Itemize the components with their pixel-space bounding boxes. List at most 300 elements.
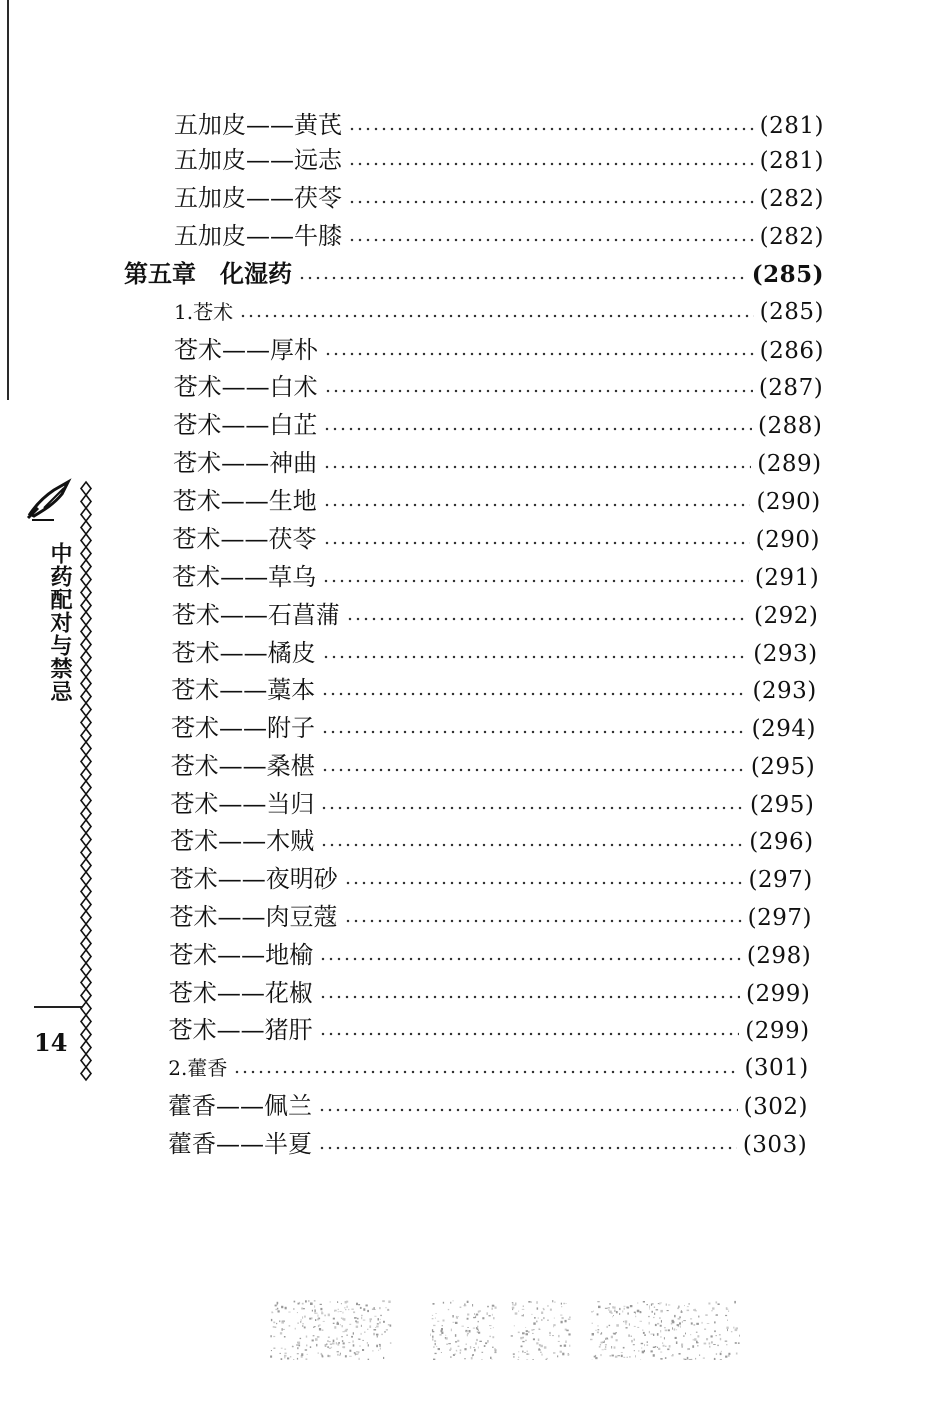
noise-speck [541, 1312, 543, 1315]
noise-speck [544, 1346, 547, 1348]
noise-speck [280, 1332, 282, 1334]
toc-entry-row [171, 749, 816, 783]
noise-speck [600, 1334, 601, 1335]
noise-speck [454, 1354, 456, 1355]
noise-speck [302, 1323, 304, 1324]
noise-speck [609, 1311, 612, 1314]
noise-speck [676, 1341, 678, 1344]
noise-speck [630, 1305, 633, 1307]
chain-link [81, 937, 91, 950]
binding-line [7, 0, 9, 400]
noise-speck [615, 1356, 618, 1358]
noise-speck [604, 1340, 605, 1342]
toc-page-number: (294) [751, 716, 816, 742]
noise-speck [382, 1300, 385, 1302]
toc-leader-dots [320, 806, 744, 810]
toc-page-number: (288) [758, 413, 823, 439]
noise-speck [492, 1336, 494, 1338]
toc-entry-label: 苍术——木贼 [170, 827, 315, 855]
noise-speck [536, 1342, 538, 1344]
noise-speck [569, 1345, 570, 1347]
noise-speck [341, 1303, 342, 1304]
toc-leader-dots [321, 692, 746, 696]
toc-entry-row [173, 446, 822, 480]
noise-speck [619, 1308, 620, 1310]
noise-speck [623, 1347, 625, 1349]
noise-speck [561, 1306, 562, 1307]
noise-speck [654, 1313, 655, 1315]
toc-page-number: (297) [747, 905, 812, 931]
noise-speck [338, 1309, 339, 1310]
noise-speck [339, 1355, 341, 1356]
noise-speck [492, 1308, 493, 1310]
chain-link [81, 1015, 91, 1028]
noise-speck [476, 1314, 478, 1316]
noise-speck [363, 1340, 364, 1341]
noise-speck [643, 1301, 645, 1303]
noise-speck [372, 1350, 373, 1352]
toc-leader-dots [348, 200, 754, 204]
toc-page-number: (302) [743, 1094, 808, 1120]
toc-entry-row [172, 560, 819, 594]
noise-speck [714, 1358, 715, 1360]
toc-entry-label: 苍术——石菖蒲 [171, 601, 340, 629]
noise-speck [304, 1327, 306, 1329]
noise-speck [738, 1342, 740, 1344]
toc-entry-row [172, 598, 819, 632]
toc-page-number: (296) [749, 829, 814, 855]
noise-speck [284, 1355, 287, 1357]
noise-speck [478, 1311, 480, 1313]
noise-speck [346, 1301, 348, 1303]
noise-speck [343, 1318, 345, 1321]
noise-speck [638, 1350, 639, 1351]
noise-speck [610, 1355, 611, 1357]
noise-speck [449, 1349, 451, 1351]
decorative-chain-border [76, 478, 96, 1083]
toc-entry-label: 苍术——夜明砂 [169, 865, 338, 893]
noise-speck [435, 1353, 437, 1354]
noise-speck [725, 1315, 727, 1316]
toc-entry-row [170, 824, 814, 858]
noise-speck [634, 1339, 635, 1341]
noise-speck [298, 1342, 300, 1345]
noise-speck [464, 1348, 466, 1350]
noise-speck [437, 1321, 439, 1322]
noise-speck [457, 1316, 459, 1317]
noise-speck [637, 1327, 639, 1328]
noise-speck [385, 1307, 386, 1308]
chain-link [81, 807, 91, 820]
noise-speck [329, 1355, 331, 1357]
noise-speck [734, 1301, 736, 1304]
noise-speck [605, 1346, 606, 1348]
noise-speck [634, 1312, 636, 1313]
noise-speck [659, 1317, 660, 1319]
noise-speck [706, 1338, 708, 1340]
noise-speck [665, 1357, 667, 1359]
noise-speck [538, 1318, 539, 1319]
noise-speck [668, 1305, 670, 1306]
noise-speck [345, 1309, 346, 1310]
toc-entry-label: 藿香——佩兰 [168, 1092, 312, 1120]
noise-speck [702, 1322, 703, 1324]
noise-speck [711, 1310, 712, 1311]
noise-speck [568, 1354, 570, 1356]
noise-speck [336, 1342, 337, 1344]
noise-speck [303, 1308, 305, 1309]
noise-speck [464, 1304, 466, 1305]
noise-speck [464, 1358, 465, 1359]
chain-link [81, 911, 91, 924]
noise-speck [361, 1333, 362, 1335]
noise-speck [315, 1313, 317, 1314]
noise-speck [518, 1357, 519, 1358]
noise-speck [550, 1332, 551, 1334]
toc-entry-label: 五加皮——远志 [174, 146, 342, 174]
noise-speck [534, 1317, 536, 1319]
noise-speck [552, 1335, 553, 1336]
toc-entry-label: 苍术——桑椹 [170, 752, 315, 780]
noise-speck [688, 1348, 690, 1349]
chain-link [81, 976, 91, 989]
noise-speck [479, 1341, 482, 1342]
noise-speck [288, 1312, 290, 1313]
noise-speck [726, 1327, 728, 1329]
noise-speck [597, 1325, 598, 1326]
noise-speck [457, 1317, 458, 1319]
noise-speck [608, 1307, 610, 1308]
chain-link [81, 781, 91, 794]
noise-speck [342, 1325, 343, 1327]
noise-speck [663, 1345, 665, 1347]
noise-speck [489, 1325, 492, 1326]
noise-speck [592, 1323, 593, 1324]
noise-speck [635, 1355, 636, 1357]
noise-speck [361, 1317, 362, 1319]
noise-speck [712, 1307, 714, 1309]
noise-speck [492, 1305, 494, 1307]
noise-speck [595, 1355, 596, 1357]
noise-speck [493, 1327, 494, 1328]
noise-speck [432, 1331, 434, 1332]
noise-speck [460, 1352, 461, 1354]
noise-speck [470, 1346, 471, 1349]
noise-speck [354, 1317, 357, 1319]
noise-speck [390, 1325, 392, 1327]
noise-speck [518, 1332, 520, 1334]
noise-speck [332, 1343, 335, 1345]
noise-speck [688, 1303, 690, 1305]
noise-speck [299, 1345, 301, 1347]
noise-speck [525, 1340, 527, 1341]
chain-link [81, 612, 91, 625]
noise-speck [356, 1326, 358, 1328]
noise-speck [711, 1341, 712, 1343]
noise-speck [325, 1344, 326, 1346]
noise-speck [644, 1334, 646, 1335]
noise-speck [316, 1344, 317, 1347]
noise-speck [609, 1303, 611, 1305]
noise-speck [536, 1321, 537, 1323]
toc-leader-dots [348, 127, 754, 131]
noise-speck [346, 1329, 349, 1331]
noise-speck [598, 1306, 601, 1308]
noise-speck [281, 1306, 283, 1308]
toc-entry-label: 五加皮——黄芪 [174, 111, 342, 139]
noise-speck [317, 1336, 320, 1338]
noise-speck [621, 1352, 623, 1353]
noise-speck [441, 1352, 442, 1353]
noise-speck [533, 1338, 535, 1340]
noise-speck [301, 1308, 303, 1310]
noise-speck [727, 1329, 728, 1331]
noise-speck [560, 1345, 562, 1347]
noise-speck [450, 1356, 451, 1358]
noise-speck [613, 1307, 615, 1309]
noise-speck [487, 1306, 489, 1308]
noise-speck [614, 1346, 616, 1348]
noise-speck [521, 1346, 523, 1348]
noise-speck [487, 1312, 488, 1315]
toc-entry-label: 五加皮——茯苓 [174, 184, 342, 212]
noise-speck [355, 1320, 357, 1322]
noise-speck [613, 1333, 614, 1334]
toc-leader-dots [344, 881, 743, 885]
noise-speck [668, 1329, 670, 1331]
noise-speck [611, 1336, 613, 1339]
noise-speck [682, 1321, 683, 1323]
toc-entry-label: 苍术——生地 [172, 487, 317, 515]
noise-speck [477, 1328, 478, 1330]
noise-speck [527, 1353, 528, 1355]
noise-speck [618, 1355, 621, 1356]
noise-speck [666, 1304, 667, 1306]
chain-link [81, 599, 91, 612]
toc-entry-label: 苍术——神曲 [173, 449, 318, 477]
noise-speck [438, 1348, 440, 1350]
noise-speck [648, 1316, 649, 1317]
noise-speck [366, 1305, 368, 1307]
noise-speck [448, 1343, 451, 1344]
toc-page-number: (295) [750, 754, 816, 780]
noise-speck [485, 1342, 487, 1344]
noise-speck [601, 1342, 603, 1344]
noise-speck [537, 1307, 539, 1309]
noise-speck [657, 1333, 659, 1336]
noise-speck [716, 1301, 718, 1303]
chain-link [81, 586, 91, 599]
noise-speck [658, 1348, 660, 1350]
noise-speck [308, 1300, 309, 1302]
noise-speck [591, 1311, 593, 1312]
noise-speck [637, 1303, 638, 1304]
noise-speck [430, 1334, 431, 1337]
noise-speck [442, 1325, 443, 1326]
noise-speck [600, 1344, 601, 1345]
chain-link [81, 885, 91, 898]
toc-entry-row [174, 333, 824, 367]
noise-speck [541, 1319, 543, 1321]
toc-entry-label: 五加皮——牛膝 [174, 222, 342, 250]
noise-speck [319, 1324, 320, 1326]
noise-speck [726, 1309, 728, 1310]
noise-speck [643, 1332, 645, 1334]
noise-speck [599, 1346, 601, 1348]
noise-speck [522, 1341, 524, 1342]
noise-speck [561, 1303, 562, 1305]
noise-speck [315, 1319, 316, 1321]
noise-speck [357, 1318, 359, 1319]
noise-speck [338, 1342, 340, 1344]
noise-speck [693, 1325, 695, 1326]
noise-speck [281, 1321, 284, 1323]
noise-speck [569, 1317, 571, 1319]
noise-speck [716, 1335, 717, 1336]
noise-speck [320, 1304, 322, 1305]
noise-speck [368, 1344, 369, 1346]
noise-speck [281, 1358, 283, 1360]
noise-speck [696, 1332, 698, 1333]
toc-entry-label: 1.苍术 [174, 300, 234, 324]
noise-speck [653, 1354, 655, 1357]
toc-entry-label: 藿香——半夏 [168, 1130, 312, 1158]
noise-speck [696, 1310, 697, 1311]
noise-speck [629, 1334, 630, 1336]
noise-speck [276, 1323, 277, 1324]
toc-entry-row [174, 219, 824, 253]
noise-speck [719, 1334, 721, 1336]
noise-speck [708, 1303, 710, 1305]
noise-speck [273, 1326, 275, 1328]
page-number: 14 [34, 1028, 68, 1057]
noise-speck [283, 1329, 285, 1330]
noise-speck [674, 1328, 676, 1330]
noise-speck [320, 1308, 322, 1310]
chain-link [81, 729, 91, 742]
noise-speck [657, 1347, 658, 1348]
noise-speck [698, 1316, 699, 1318]
toc-leader-dots [298, 276, 746, 280]
noise-speck [281, 1348, 283, 1349]
noise-speck [445, 1335, 446, 1336]
noise-speck [358, 1353, 359, 1354]
noise-speck [361, 1325, 362, 1327]
noise-speck [533, 1329, 534, 1330]
noise-speck [609, 1325, 611, 1326]
chain-link [81, 677, 91, 690]
noise-speck [340, 1324, 341, 1325]
noise-speck [674, 1315, 676, 1317]
toc-page-number: (299) [745, 1018, 810, 1044]
noise-speck [626, 1307, 628, 1309]
noise-speck [562, 1317, 564, 1319]
noise-speck [553, 1325, 554, 1328]
noise-speck [378, 1318, 380, 1320]
chain-link [81, 742, 91, 755]
chain-link [81, 625, 91, 638]
noise-speck [321, 1312, 323, 1314]
chain-link [81, 651, 91, 664]
noise-speck [543, 1308, 545, 1309]
noise-speck [726, 1344, 727, 1345]
scan-noise [270, 1300, 740, 1360]
noise-speck [720, 1353, 722, 1355]
noise-speck [689, 1359, 692, 1360]
toc-leader-dots [319, 1032, 740, 1036]
noise-speck [475, 1342, 477, 1344]
toc-entry-label: 苍术——白术 [173, 373, 318, 401]
noise-speck [362, 1349, 364, 1351]
noise-speck [384, 1331, 386, 1332]
noise-speck [434, 1340, 436, 1342]
noise-speck [642, 1329, 643, 1331]
noise-speck [356, 1303, 358, 1305]
chain-link [81, 703, 91, 716]
noise-speck [490, 1357, 491, 1359]
toc-entry-row [169, 938, 811, 972]
noise-speck [687, 1357, 689, 1360]
toc-leader-dots [324, 352, 754, 356]
toc-leader-dots [322, 655, 748, 659]
noise-speck [306, 1345, 307, 1347]
noise-speck [644, 1344, 645, 1346]
noise-speck [641, 1343, 643, 1344]
noise-speck [324, 1315, 326, 1317]
noise-speck [694, 1338, 696, 1341]
noise-speck [531, 1301, 532, 1302]
noise-speck [451, 1329, 452, 1332]
toc-page-number: (287) [758, 375, 824, 401]
noise-speck [441, 1328, 443, 1331]
noise-speck [647, 1344, 649, 1346]
noise-speck [290, 1356, 291, 1358]
noise-speck [518, 1359, 520, 1360]
toc-entry-row [173, 484, 821, 518]
noise-speck [685, 1333, 686, 1335]
noise-speck [566, 1330, 568, 1332]
noise-speck [539, 1328, 540, 1330]
noise-speck [709, 1342, 711, 1344]
noise-speck [661, 1336, 662, 1338]
noise-speck [474, 1349, 476, 1352]
noise-speck [317, 1319, 319, 1321]
noise-speck [697, 1335, 699, 1337]
noise-speck [687, 1310, 690, 1312]
noise-speck [632, 1340, 633, 1343]
toc-leader-dots [346, 617, 748, 621]
noise-speck [364, 1332, 365, 1333]
noise-speck [629, 1323, 630, 1325]
noise-speck [368, 1359, 370, 1360]
noise-speck [272, 1311, 273, 1313]
noise-speck [543, 1317, 544, 1319]
noise-speck [679, 1322, 681, 1324]
noise-speck [432, 1315, 433, 1316]
noise-speck [388, 1324, 390, 1325]
noise-speck [337, 1351, 339, 1352]
noise-speck [327, 1346, 329, 1347]
noise-speck [351, 1309, 353, 1310]
noise-speck [467, 1314, 469, 1316]
noise-speck [329, 1348, 331, 1349]
noise-speck [328, 1355, 329, 1357]
noise-speck [718, 1303, 720, 1305]
noise-speck [514, 1325, 515, 1326]
noise-speck [349, 1350, 351, 1352]
toc-leader-dots [323, 503, 751, 507]
noise-speck [331, 1347, 332, 1348]
